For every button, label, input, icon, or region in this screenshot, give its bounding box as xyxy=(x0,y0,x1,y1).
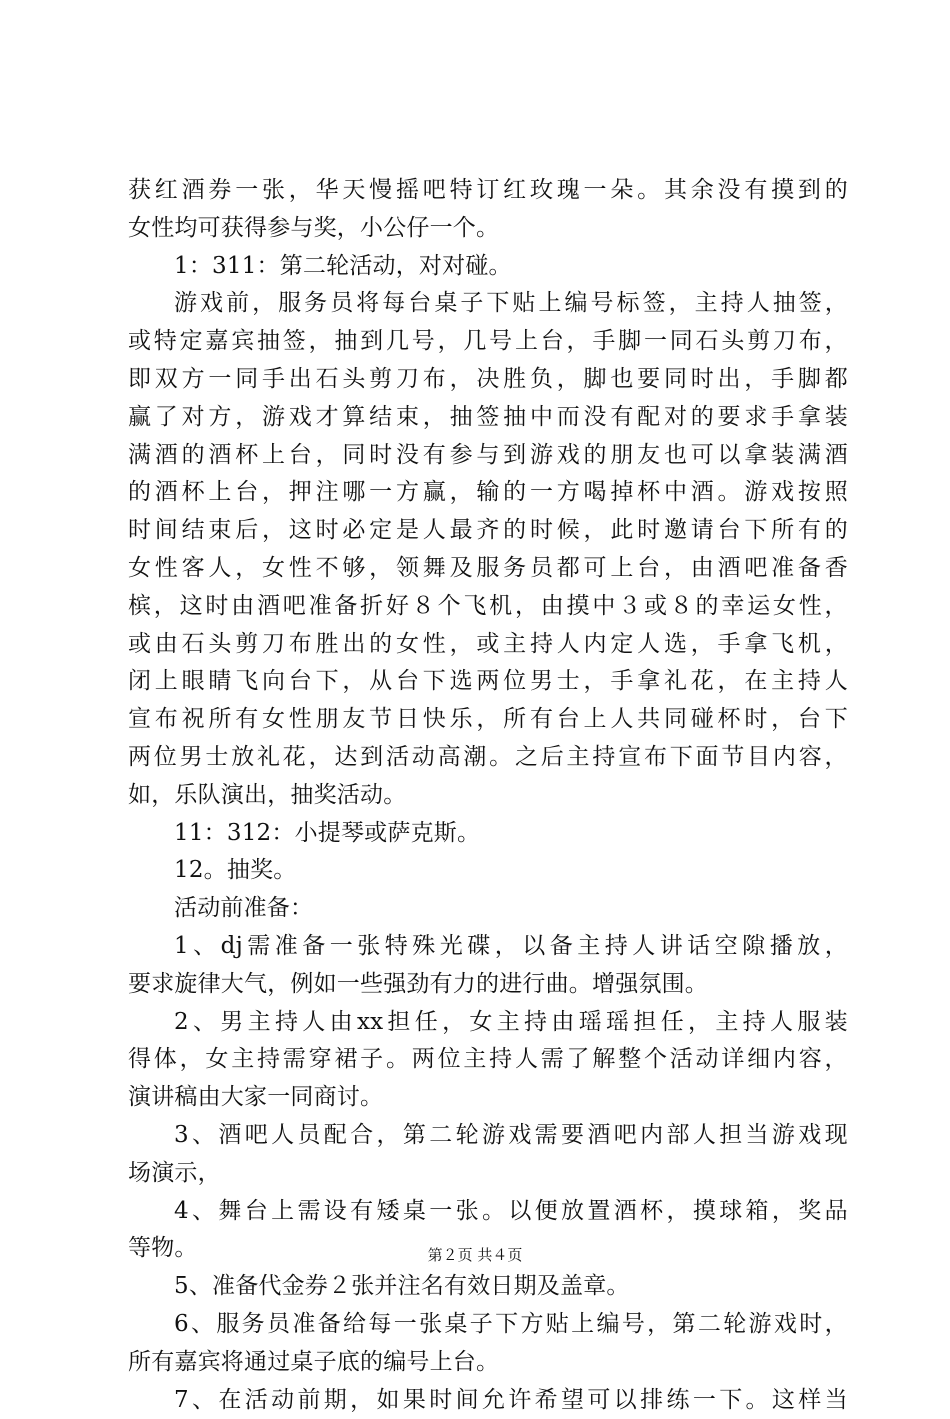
line-text: 5、准备代金券２张并注名有效日期及盖章。 xyxy=(174,1273,630,1299)
paragraph-line xyxy=(128,361,848,399)
line-text: 等物。 xyxy=(128,1235,198,1261)
paragraph-line xyxy=(128,739,848,777)
line-text: 3 、 酒 吧 人 员 配 合 ， 第 二 轮 游 戏 需 要 酒 吧 内 部 人 担 当 游 戏 现 xyxy=(174,1117,848,1155)
paragraph-line xyxy=(128,512,848,550)
line-text: 1：311：第二轮活动，对对碰。 xyxy=(174,253,512,279)
line-text: 赢 了 对 方 ， 游 戏 才 算 结 束 ， 抽 签 抽 中 而 没 有 配 对 的 要 求 手 拿 装 xyxy=(128,399,848,437)
document-body xyxy=(128,172,848,1419)
line-text: 或 特 定 嘉 宾 抽 签 ， 抽 到 几 号 ， 几 号 上 台 ， 手 脚 一 同 石 头 剪 刀 布 ， xyxy=(128,323,848,361)
paragraph-line xyxy=(128,701,848,739)
line-text: 槟 ， 这 时 由 酒 吧 准 备 折 好 ８ 个 飞 机 ， 由 摸 中 ３ 或 ８ 的 幸 运 女 性 ， xyxy=(128,588,848,626)
paragraph-line xyxy=(128,663,848,701)
paragraph-line xyxy=(128,1117,848,1155)
paragraph-line xyxy=(128,399,848,437)
line-text: 两 位 男 士 放 礼 花 ， 达 到 活 动 高 潮 。 之 后 主 持 宣 布 下 面 节 目 内 容 ， xyxy=(128,739,848,777)
line-text: 的 酒 杯 上 台 ， 押 注 哪 一 方 赢 ， 输 的 一 方 喝 掉 杯 中 酒 。 游 戏 按 照 xyxy=(128,474,848,512)
line-text: 闭 上 眼 睛 飞 向 台 下 ， 从 台 下 选 两 位 男 士 ， 手 拿 礼 花 ， 在 主 持 人 xyxy=(128,663,848,701)
paragraph-line xyxy=(128,1382,848,1419)
paragraph-line xyxy=(128,474,848,512)
line-text: 场演示， xyxy=(128,1160,221,1186)
paragraph-line xyxy=(128,928,848,966)
line-text: 4 、 舞 台 上 需 设 有 矮 桌 一 张 。 以 便 放 置 酒 杯 ， 摸 球 箱 ， 奖 品 xyxy=(174,1193,848,1231)
paragraph-line xyxy=(128,210,848,248)
paragraph-line xyxy=(128,588,848,626)
line-text: 时 间 结 束 后 ， 这 时 必 定 是 人 最 齐 的 时 候 ， 此 时 邀 请 台 下 所 有 的 xyxy=(128,512,848,550)
line-text: 女 性 客 人 ， 女 性 不 够 ， 领 舞 及 服 务 员 都 可 上 台 ， 由 酒 吧 准 备 香 xyxy=(128,550,848,588)
paragraph-line xyxy=(128,248,848,286)
line-text: 要求旋律大气，例如一些强劲有力的进行曲。增强氛围。 xyxy=(128,971,708,997)
line-text: 女性均可获得参与奖，小公仔一个。 xyxy=(128,215,499,241)
line-text: 即 双 方 一 同 手 出 石 头 剪 刀 布 ， 决 胜 负 ， 脚 也 要 同 时 出 ， 手 脚 都 xyxy=(128,361,848,399)
paragraph-line xyxy=(128,966,848,1004)
line-text: 或 由 石 头 剪 刀 布 胜 出 的 女 性 ， 或 主 持 人 内 定 人 选 ， 手 拿 飞 机 ， xyxy=(128,626,848,664)
line-text: 所有嘉宾将通过桌子底的编号上台。 xyxy=(128,1349,499,1375)
line-text: 12。抽奖。 xyxy=(174,857,296,883)
line-text: 如，乐队演出，抽奖活动。 xyxy=(128,782,406,808)
line-text: 11：312：小提琴或萨克斯。 xyxy=(174,820,480,846)
paragraph-line xyxy=(128,777,848,815)
paragraph-line xyxy=(128,1268,848,1306)
line-text: 演讲稿由大家一同商讨。 xyxy=(128,1084,383,1110)
paragraph-line xyxy=(128,1155,848,1193)
paragraph-line xyxy=(128,626,848,664)
line-text: 宣 布 祝 所 有 女 性 朋 友 节 日 快 乐 ， 所 有 台 上 人 共 同 碰 杯 时 ， 台 下 xyxy=(128,701,848,739)
line-text: 活动前准备： xyxy=(174,895,313,921)
line-text: 1 、 dj 需 准 备 一 张 特 殊 光 碟 ， 以 备 主 持 人 讲 话 空 隙 播 放 ， xyxy=(174,928,848,966)
line-text: 满 酒 的 酒 杯 上 台 ， 同 时 没 有 参 与 到 游 戏 的 朋 友 也 可 以 拿 装 满 酒 xyxy=(128,437,848,475)
paragraph-line xyxy=(128,550,848,588)
paragraph-line xyxy=(128,1004,848,1042)
paragraph-line xyxy=(128,285,848,323)
paragraph-line xyxy=(128,437,848,475)
line-text: 得 体 ， 女 主 持 需 穿 裙 子 。 两 位 主 持 人 需 了 解 整 个 活 动 详 细 内 容 ， xyxy=(128,1041,848,1079)
paragraph-line xyxy=(128,1079,848,1117)
paragraph-line xyxy=(128,1041,848,1079)
line-text: 6 、 服 务 员 准 备 给 每 一 张 桌 子 下 方 贴 上 编 号 ， 第 二 轮 游 戏 时 ， xyxy=(174,1306,848,1344)
paragraph-line xyxy=(128,890,848,928)
line-text: 游 戏 前 ， 服 务 员 将 每 台 桌 子 下 贴 上 编 号 标 签 ， 主 持 人 抽 签 ， xyxy=(174,285,848,323)
paragraph-line xyxy=(128,1193,848,1231)
line-text: 获 红 酒 券 一 张 ， 华 天 慢 摇 吧 特 订 红 玫 瑰 一 朵 。 其 余 没 有 摸 到 的 xyxy=(128,172,848,210)
paragraph-line xyxy=(128,1306,848,1344)
page-footer: 第２页 共４页 xyxy=(0,1245,950,1265)
line-text: 2 、 男 主 持 人 由 xx 担 任 ， 女 主 持 由 瑶 瑶 担 任 ， 主 持 人 服 装 xyxy=(174,1004,848,1042)
paragraph-line xyxy=(128,815,848,853)
paragraph-line xyxy=(128,172,848,210)
line-text: 7 、 在 活 动 前 期 ， 如 果 时 间 允 许 希 望 可 以 排 练 一 下 。 这 样 当 xyxy=(174,1382,848,1419)
paragraph-line xyxy=(128,1344,848,1382)
paragraph-line xyxy=(128,852,848,890)
paragraph-line xyxy=(128,323,848,361)
